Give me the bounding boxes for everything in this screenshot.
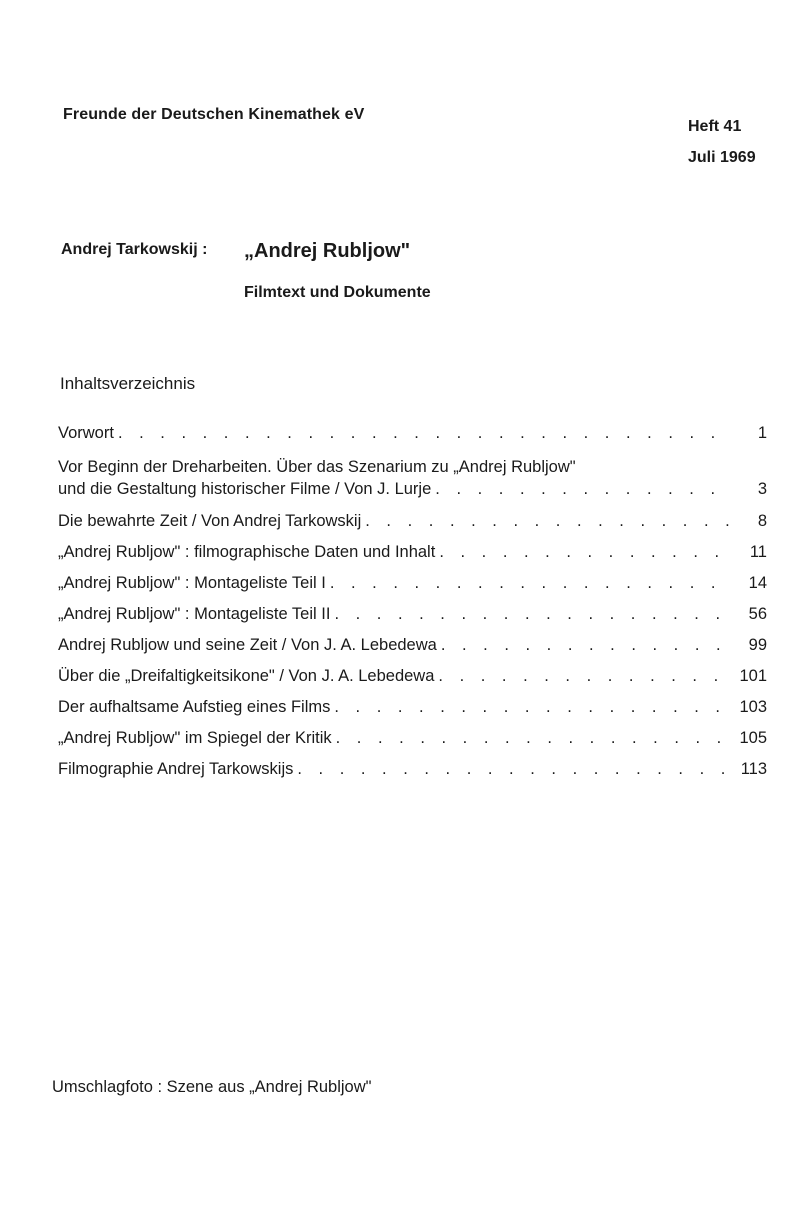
toc-leader-dots	[336, 727, 729, 749]
issue-info	[688, 111, 756, 173]
toc-entry-title: Vorwort	[58, 424, 114, 442]
toc-entry	[58, 541, 767, 563]
toc-leader-dots	[118, 422, 729, 444]
toc-entry-title: „Andrej Rubljow" : filmographische Daten und Inhalt	[58, 543, 436, 561]
toc-page-number: 103	[739, 698, 767, 716]
toc-entry	[58, 696, 767, 718]
toc-page-number: 8	[757, 512, 767, 530]
cover-photo-credit: Umschlagfoto : Szene aus „Andrej Rubljow"	[52, 1078, 372, 1096]
toc-heading: Inhaltsverzeichnis	[60, 374, 196, 393]
toc-page-number: 99	[748, 636, 767, 654]
toc-page-number: 3	[757, 480, 767, 498]
toc-page-number: 11	[749, 543, 767, 561]
toc-entry	[58, 665, 767, 687]
toc-leader-dots	[334, 603, 729, 625]
toc-entry	[58, 634, 767, 656]
toc-entry-title-continued: und die Gestaltung historischer Filme / Von J. Lurje	[58, 480, 432, 498]
toc-entry-title: „Andrej Rubljow" : Montageliste Teil II	[58, 605, 331, 623]
toc-leader-dots	[297, 758, 729, 780]
toc-entry	[58, 603, 767, 625]
toc-page-number: 101	[739, 667, 767, 685]
toc-entry-title: „Andrej Rubljow" : Montageliste Teil I	[58, 574, 326, 592]
toc-leader-dots	[365, 510, 729, 532]
toc-entry	[58, 456, 767, 500]
toc-page-number: 14	[748, 574, 767, 592]
toc-entry	[58, 510, 767, 532]
toc-entry	[58, 422, 767, 444]
toc-leader-dots	[438, 665, 729, 687]
subtitle: Filmtext und Dokumente	[244, 284, 431, 301]
toc-leader-dots	[439, 541, 729, 563]
toc-entry-title: Andrej Rubljow und seine Zeit / Von J. A. Lebedewa	[58, 636, 437, 654]
toc-leader-dots	[441, 634, 729, 656]
toc-entry-title: Die bewahrte Zeit / Von Andrej Tarkowskij	[58, 512, 362, 530]
toc-page-number: 105	[739, 729, 767, 747]
toc-entry	[58, 758, 767, 780]
toc-page-number: 1	[757, 424, 767, 442]
toc-entry-title: „Andrej Rubljow" im Spiegel der Kritik	[58, 729, 332, 747]
toc-page-number: 113	[740, 760, 767, 778]
toc-entry	[58, 727, 767, 749]
toc-entry-title: Über die „Dreifaltigkeitsikone" / Von J. A. Lebedewa	[58, 667, 435, 685]
toc-page-number: 56	[748, 605, 767, 623]
toc-entry-title: Filmographie Andrej Tarkowskijs	[58, 760, 294, 778]
issue-number: Heft 41	[688, 118, 742, 135]
toc-leader-dots	[334, 696, 729, 718]
toc-entry-title: Vor Beginn der Dreharbeiten. Über das Szenarium zu „Andrej Rubljow"	[58, 458, 576, 476]
film-title: „Andrej Rubljow"	[244, 240, 411, 262]
publisher-name: Freunde der Deutschen Kinemathek eV	[63, 106, 365, 123]
author-name: Andrej Tarkowskij :	[61, 241, 208, 258]
toc-leader-dots	[330, 572, 729, 594]
toc-leader-dots	[435, 478, 729, 500]
toc-entry-title: Der aufhaltsame Aufstieg eines Films	[58, 698, 331, 716]
toc-entry	[58, 572, 767, 594]
issue-date: Juli 1969	[688, 149, 756, 166]
